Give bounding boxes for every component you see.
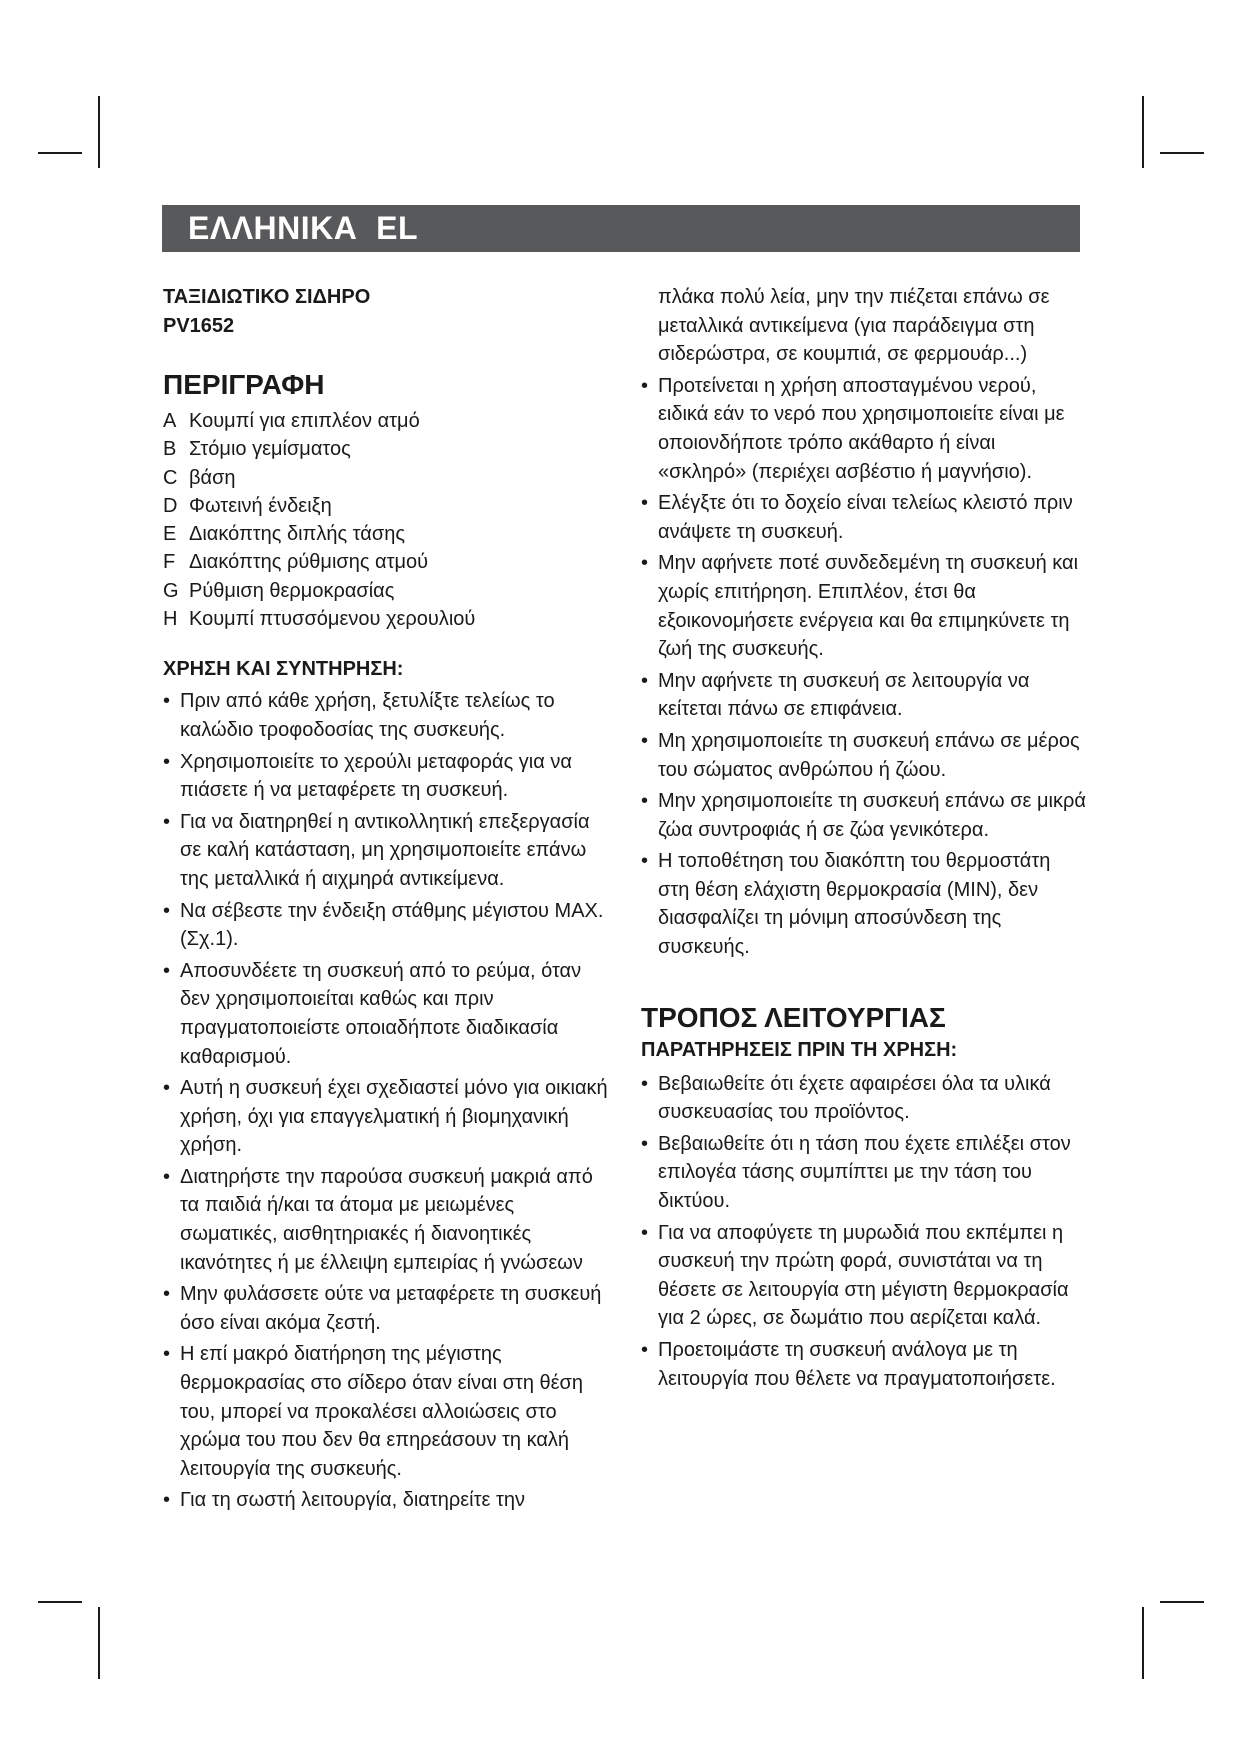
part-label: Ρύθμιση θερμοκρασίας xyxy=(189,579,395,602)
operation-subtitle: ΠΑΡΑΤΗΡΗΣΕΙΣ ΠΡΙΝ ΤΗ ΧΡΗΣΗ: xyxy=(641,1038,958,1061)
list-item xyxy=(163,605,613,633)
list-item xyxy=(163,957,613,1071)
bullet-symbol: • xyxy=(163,959,171,982)
list-item xyxy=(163,687,613,744)
list-item xyxy=(163,464,613,492)
part-label: Φωτεινή ένδειξη xyxy=(189,494,332,517)
list-item-text: Βεβαιωθείτε ότι η τάση που έχετε επιλέξει στον επιλογέα τάσης συμπίπτει με την τάση του δικτύου. xyxy=(658,1132,1071,1213)
part-label: Στόμιο γεμίσματος xyxy=(189,438,351,461)
list-item-text: Μη χρησιμοποιείτε τη συσκευή επάνω σε μέρος του σώματος ανθρώπου ή ζώου. xyxy=(658,729,1080,781)
list-item-text: Αυτή η συσκευή έχει σχεδιαστεί μόνο για οικιακή χρήση, όχι για επαγγελματική ή βιομηχανική χρήση. xyxy=(180,1077,608,1157)
list-item-text: Πριν από κάθε χρήση, ξετυλίξτε τελείως το καλώδιο τροφοδοσίας της συσκευής. xyxy=(180,690,555,741)
list-item-text: Μην αφήνετε τη συσκευή σε λειτουργία να κείτεται πάνω σε επιφάνεια. xyxy=(658,669,1030,721)
bullet-symbol: • xyxy=(163,1283,171,1306)
list-item xyxy=(641,1070,1086,1127)
crop-mark-bottom-right-vertical xyxy=(1142,1607,1144,1679)
product-model: PV1652 xyxy=(163,315,235,337)
list-item xyxy=(641,727,1086,784)
list-item-text: Αποσυνδέετε τη συσκευή από το ρεύμα, όταν δεν χρησιμοποιείται καθώς και πριν πραγματοποιείστε οποιαδήποτε διαδικασία καθαρισμού. xyxy=(180,959,582,1068)
list-item xyxy=(163,492,613,520)
bullet-symbol: • xyxy=(163,810,171,833)
part-letter: F xyxy=(163,551,176,574)
list-item xyxy=(641,1219,1086,1333)
part-letter: E xyxy=(163,523,177,546)
list-item xyxy=(641,667,1086,724)
crop-mark-bottom-left-vertical xyxy=(98,1607,100,1679)
list-item-text: Για τη σωστή λειτουργία, διατηρείτε την xyxy=(180,1489,526,1512)
crop-mark-bottom-right-horizontal xyxy=(1160,1601,1204,1603)
list-item xyxy=(163,1340,613,1483)
list-item xyxy=(163,407,613,435)
list-item-text: Να σέβεστε την ένδειξη στάθμης μέγιστου MAX. (Σχ.1). xyxy=(180,899,604,951)
crop-mark-bottom-left-horizontal xyxy=(38,1601,82,1603)
bullet-symbol: • xyxy=(641,1221,649,1244)
list-item-text: Η επί μακρό διατήρηση της μέγιστης θερμοκρασίας στο σίδερο όταν είναι στη θέση του, μπορεί να προκαλέσει αλλοιώσεις στο χρώμα του που δεν θα επηρεάσουν τη καλή λειτουργία της συσκευής. xyxy=(180,1343,584,1480)
part-letter: A xyxy=(163,410,177,432)
bullet-symbol: • xyxy=(641,552,649,575)
crop-mark-top-left-vertical xyxy=(98,96,100,168)
bullet-symbol: • xyxy=(641,850,649,873)
list-item xyxy=(163,1074,613,1160)
bullet-symbol: • xyxy=(163,690,171,713)
list-item xyxy=(641,1336,1086,1393)
bullet-symbol: • xyxy=(641,1132,649,1155)
part-letter: C xyxy=(163,466,178,489)
bullet-symbol: • xyxy=(641,790,649,813)
crop-mark-top-left-horizontal xyxy=(38,152,82,154)
bullet-symbol: • xyxy=(641,1339,649,1361)
list-item xyxy=(163,577,613,605)
operation-list xyxy=(641,1070,1086,1394)
right-column xyxy=(641,283,1086,1396)
part-label: Διακόπτης διπλής τάσης xyxy=(189,523,405,546)
bullet-symbol: • xyxy=(641,492,649,515)
bullet-symbol: • xyxy=(641,729,649,752)
parts-list xyxy=(163,407,613,633)
list-item xyxy=(641,372,1086,486)
bullet-symbol: • xyxy=(641,1072,649,1095)
bullet-symbol: • xyxy=(163,899,171,922)
bullet-symbol: • xyxy=(641,374,649,397)
bullet-symbol: • xyxy=(163,1077,171,1100)
list-item-text: Χρησιμοποιείτε το χερούλι μεταφοράς για να πιάσετε ή να μεταφέρετε τη συσκευή. xyxy=(180,750,572,802)
bullet-symbol: • xyxy=(163,1165,171,1188)
list-item xyxy=(163,897,613,954)
list-item xyxy=(163,1163,613,1277)
part-letter: H xyxy=(163,608,178,631)
use-and-care-list xyxy=(163,687,613,1515)
use-and-care-title: ΧΡΗΣΗ ΚΑΙ ΣΥΝΤΗΡΗΣΗ: xyxy=(163,658,404,681)
list-item-text: Η τοποθέτηση του διακόπτη του θερμοστάτη στη θέση ελάχιστη θερμοκρασία (MIN), δεν διασφαλίζει τη μόνιμη αποσύνδεση της συσκευής. xyxy=(658,850,1051,959)
part-label: Κουμπί για επιπλέον ατμό xyxy=(189,410,420,432)
list-item xyxy=(641,787,1086,844)
part-letter: D xyxy=(163,494,178,517)
language-header-bar xyxy=(162,205,1080,252)
list-item-text: Βεβαιωθείτε ότι έχετε αφαιρέσει όλα τα υλικά συσκευασίας του προϊόντος. xyxy=(658,1072,1051,1124)
crop-mark-top-right-vertical xyxy=(1142,96,1144,168)
list-item xyxy=(163,1486,613,1515)
bullet-symbol: • xyxy=(163,1343,171,1366)
list-item xyxy=(641,489,1086,546)
list-item xyxy=(163,435,613,463)
list-item-text: Διατηρήστε την παρούσα συσκευή μακριά από τα παιδιά ή/και τα άτομα με μειωμένες σωματικές, αισθητηριακές ή διανοητικές ικανότητες ή με έλλειψη εμπειρίας ή γνώσεων xyxy=(180,1165,593,1274)
part-label: Διακόπτης ρύθμισης ατμού xyxy=(189,551,429,574)
list-item xyxy=(163,1280,613,1337)
list-item-text: Μην χρησιμοποιείτε τη συσκευή επάνω σε μικρά ζώα συντροφιάς ή σε ζώα γενικότερα. xyxy=(658,790,1086,841)
left-column xyxy=(163,283,613,1518)
bullet-symbol: • xyxy=(163,1489,171,1512)
bullet-symbol: • xyxy=(641,669,649,692)
list-item-continuation: πλάκα πολύ λεία, μην την πιέζεται επάνω σε μεταλλικά αντικείμενα (για παράδειγμα στη σιδερώστρα, σε κουμπιά, σε φερμουάρ...) xyxy=(658,286,1050,366)
operation-title: ΤΡΟΠΟΣ ΛΕΙΤΟΥΡΓΙΑΣ xyxy=(641,1001,946,1033)
part-letter: G xyxy=(163,579,179,602)
part-label: βάση xyxy=(189,466,236,489)
list-item-text: Για να αποφύγετε τη μυρωδιά που εκπέμπει η συσκευή την πρώτη φορά, συνιστάται να τη θέσετε σε λειτουργία στη μέγιστη θερμοκρασία για 2 ώρες, σε δωμάτιο που αερίζεται καλά. xyxy=(658,1221,1069,1330)
list-item-text: Για να διατηρηθεί η αντικολλητική επεξεργασία σε καλή κατάσταση, μη χρησιμοποιείτε επάνω της μεταλλικά ή αιχμηρά αντικείμενα. xyxy=(180,810,590,890)
list-item xyxy=(641,1130,1086,1216)
bullet-symbol: • xyxy=(163,750,171,773)
list-item xyxy=(163,548,613,576)
use-and-care-list-continued xyxy=(641,372,1086,962)
part-label: Κουμπί πτυσσόμενου χερουλιού xyxy=(189,608,476,631)
part-letter: B xyxy=(163,438,177,461)
list-item-text: Προτείνεται η χρήση αποσταγμένου νερού, ειδικά εάν το νερό που χρησιμοποιείτε είναι με οποιονδήποτε τρόπο ακάθαρτο ή είναι «σκληρό» (περιέχει ασβέστιο ή μαγνήσιο). xyxy=(658,374,1065,483)
crop-mark-top-right-horizontal xyxy=(1160,152,1204,154)
list-item-text: Ελέγξτε ότι το δοχείο είναι τελείως κλειστό πριν ανάψετε τη συσκευή. xyxy=(658,492,1073,543)
list-item xyxy=(163,808,613,894)
list-item xyxy=(163,520,613,548)
description-title: ΠΕΡΙΓΡΑΦΗ xyxy=(163,369,325,400)
list-item-text: Μην φυλάσσετε ούτε να μεταφέρετε τη συσκευή όσο είναι ακόμα ζεστή. xyxy=(180,1283,602,1334)
product-name: ΤΑΞΙΔΙΩΤΙΚΟ ΣΙΔΗΡΟ xyxy=(163,286,371,308)
list-item xyxy=(641,549,1086,663)
list-item-text: Μην αφήνετε ποτέ συνδεδεμένη τη συσκευή και χωρίς επιτήρηση. Επιπλέον, έτσι θα εξοικονομήσετε ενέργεια και θα επιμηκύνετε τη ζωή της συσκευής. xyxy=(658,552,1079,661)
list-item-text: Προετοιμάστε τη συσκευή ανάλογα με τη λειτουργία που θέλετε να πραγματοποιήσετε. xyxy=(658,1339,1056,1390)
list-item xyxy=(641,847,1086,961)
language-header-title: ΕΛΛΗΝΙΚΑ EL xyxy=(188,210,419,246)
list-item xyxy=(163,748,613,805)
